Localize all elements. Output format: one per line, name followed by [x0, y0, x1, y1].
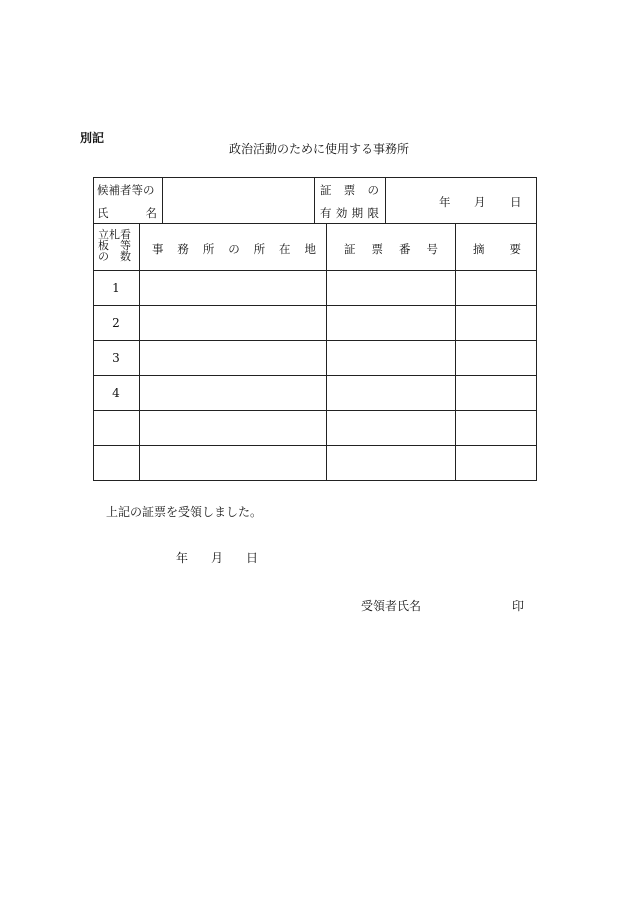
header-char: 号: [426, 242, 438, 256]
validity-label-line2: [320, 205, 379, 221]
label-char: 有: [320, 206, 332, 220]
table-border-bottom: [93, 480, 537, 481]
validity-label-line1: [320, 182, 379, 198]
certificate-number-header: [344, 241, 438, 257]
table-line: [93, 340, 537, 341]
header-char: 地: [304, 242, 316, 256]
table-line: [139, 223, 140, 480]
label-char: 証: [320, 183, 332, 197]
signboard-count-label-line1: 立札看: [98, 228, 131, 241]
header-char: 務: [177, 242, 189, 256]
candidate-name-label-line2: [97, 205, 157, 221]
label-char: の: [367, 183, 379, 197]
row-number: 3: [112, 351, 120, 365]
table-line: [455, 223, 456, 480]
annex-label: 別記: [80, 131, 105, 145]
table-line: [93, 305, 537, 306]
table-line: [93, 223, 537, 224]
receiver-name-label: 受領者氏名: [361, 599, 422, 613]
signboard-count-label-line2: 板 等: [98, 239, 131, 252]
table-line: [314, 177, 315, 223]
label-char: 限: [367, 206, 379, 220]
table-line: [93, 270, 537, 271]
signboard-count-label-line3: の 数: [98, 250, 131, 263]
candidate-name-label-line1: 候補者等の: [97, 183, 155, 197]
header-char: の: [228, 242, 240, 256]
receipt-day: 日: [246, 551, 259, 565]
table-line: [93, 445, 537, 446]
header-char: 票: [371, 242, 383, 256]
row-number: 2: [112, 316, 120, 330]
table-border-top: [93, 177, 537, 178]
header-char: 要: [509, 242, 521, 256]
seal-mark: 印: [512, 599, 525, 613]
validity-day: 日: [510, 195, 522, 209]
remarks-header: [473, 241, 521, 257]
candidate-name-field[interactable]: [163, 178, 314, 223]
receiver-name-field[interactable]: [425, 594, 510, 612]
header-char: 在: [279, 242, 291, 256]
receipt-statement: 上記の証票を受領しました。: [106, 505, 263, 519]
receipt-month: 月: [211, 551, 224, 565]
header-char: 所: [202, 242, 215, 256]
row-number: 4: [112, 386, 120, 400]
label-char: 票: [343, 183, 356, 197]
header-char: 番: [399, 242, 411, 256]
label-char: 期: [351, 206, 364, 220]
validity-month: 月: [474, 195, 486, 209]
label-char: 名: [145, 206, 157, 220]
validity-year: 年: [439, 195, 451, 209]
table-line: [385, 177, 386, 223]
table-border-right: [536, 177, 537, 481]
table-line: [93, 375, 537, 376]
table-line: [93, 410, 537, 411]
row-number: 1: [112, 281, 120, 295]
header-char: 所: [253, 242, 266, 256]
document-title: 政治活動のために使用する事務所: [228, 142, 409, 156]
header-char: 証: [344, 242, 356, 256]
label-char: 効: [335, 206, 348, 220]
header-char: 事: [152, 242, 164, 256]
label-char: 氏: [97, 206, 109, 220]
office-location-header: [152, 241, 316, 257]
header-char: 摘: [473, 242, 485, 256]
table-line: [326, 223, 327, 480]
receipt-year: 年: [176, 551, 189, 565]
